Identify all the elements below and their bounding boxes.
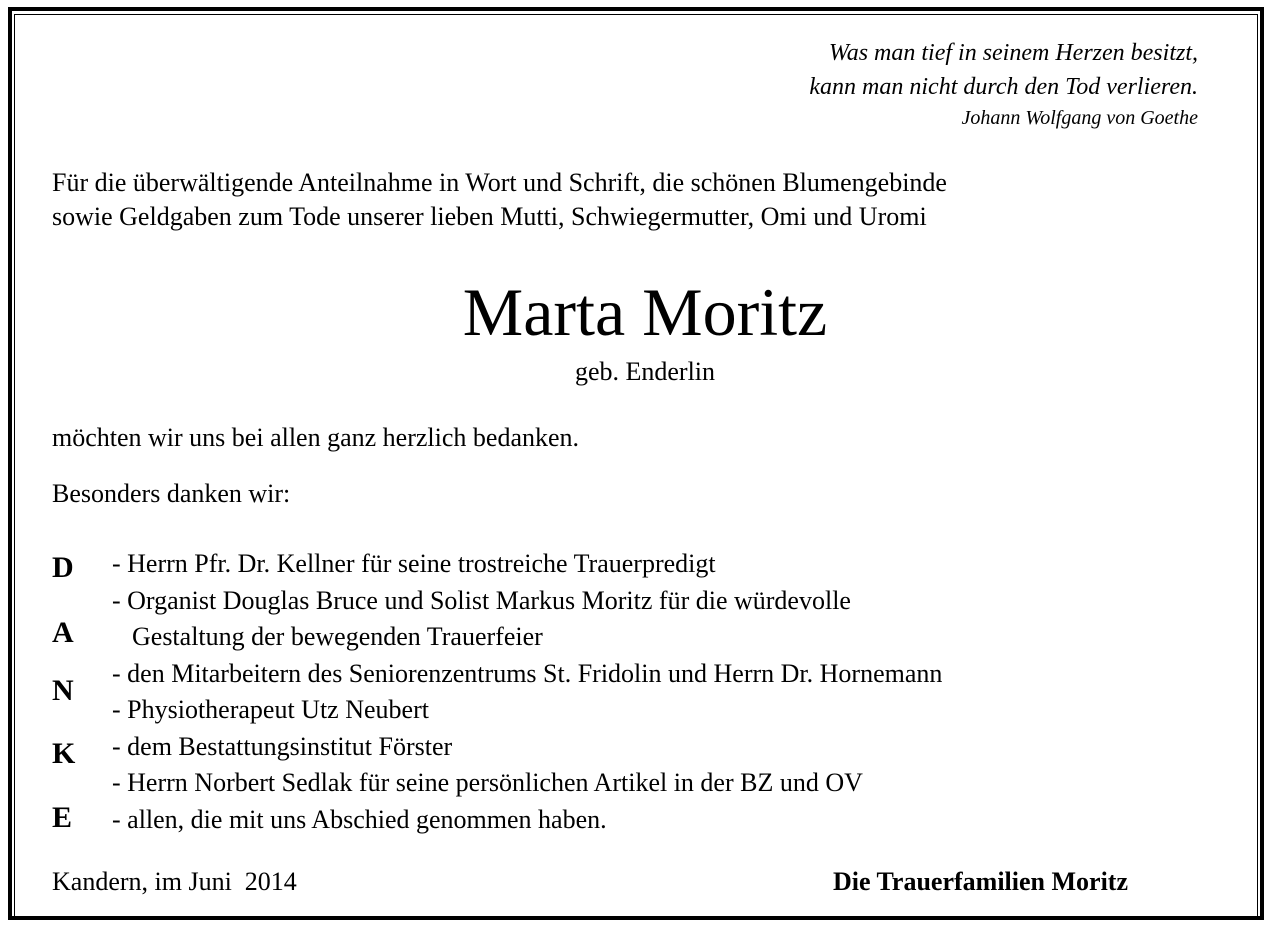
list-item: - allen, die mit uns Abschied genommen haben. [112, 804, 607, 834]
list-item: - dem Bestattungsinstitut Förster [112, 731, 453, 761]
danke-letter-d: D [52, 551, 74, 584]
deceased-name: Marta Moritz [462, 274, 828, 350]
list-item: - den Mitarbeitern des Seniorenzentrums St. Fridolin und Herrn Dr. Hornemann [112, 658, 943, 688]
thanks-line: möchten wir uns bei allen ganz herzlich bedanken. [52, 423, 580, 452]
quote-line-1: Was man tief in seinem Herzen besitzt, [828, 40, 1198, 66]
danke-letter-n: N [52, 674, 74, 707]
list-item: - Physiotherapeut Utz Neubert [112, 695, 429, 724]
list-item: - Herrn Pfr. Dr. Kellner für seine trostreiche Trauerpredigt [112, 549, 716, 578]
quote-author: Johann Wolfgang von Goethe [961, 107, 1198, 129]
danke-letter-k: K [52, 737, 76, 770]
special-thanks-label: Besonders danken wir: [52, 479, 291, 508]
intro-paragraph [52, 166, 947, 234]
thanks-list [112, 546, 942, 838]
list-item-continuation: Gestaltung der bewegenden Trauerfeier [132, 622, 543, 651]
intro-line-2: sowie Geldgaben zum Tode unserer lieben Mutti, Schwiegermutter, Omi und Uromi [52, 202, 927, 231]
signature: Die Trauerfamilien Moritz [832, 867, 1128, 896]
danke-letter-a: A [52, 616, 74, 649]
intro-line-1: Für die überwältigende Anteilnahme in Wort und Schrift, die schönen Blumengebinde [52, 168, 947, 197]
maiden-name: geb. Enderlin [574, 357, 716, 386]
quote-line-2: kann man nicht durch den Tod verlieren. [809, 74, 1198, 100]
place-date: Kandern, im Juni 2014 [52, 867, 297, 896]
list-item: - Herrn Norbert Sedlak für seine persönlichen Artikel in der BZ und OV [112, 768, 863, 797]
goethe-quote [809, 36, 1198, 132]
danke-letter-e: E [52, 801, 73, 834]
list-item: - Organist Douglas Bruce und Solist Markus Moritz für die würdevolle [112, 585, 851, 615]
